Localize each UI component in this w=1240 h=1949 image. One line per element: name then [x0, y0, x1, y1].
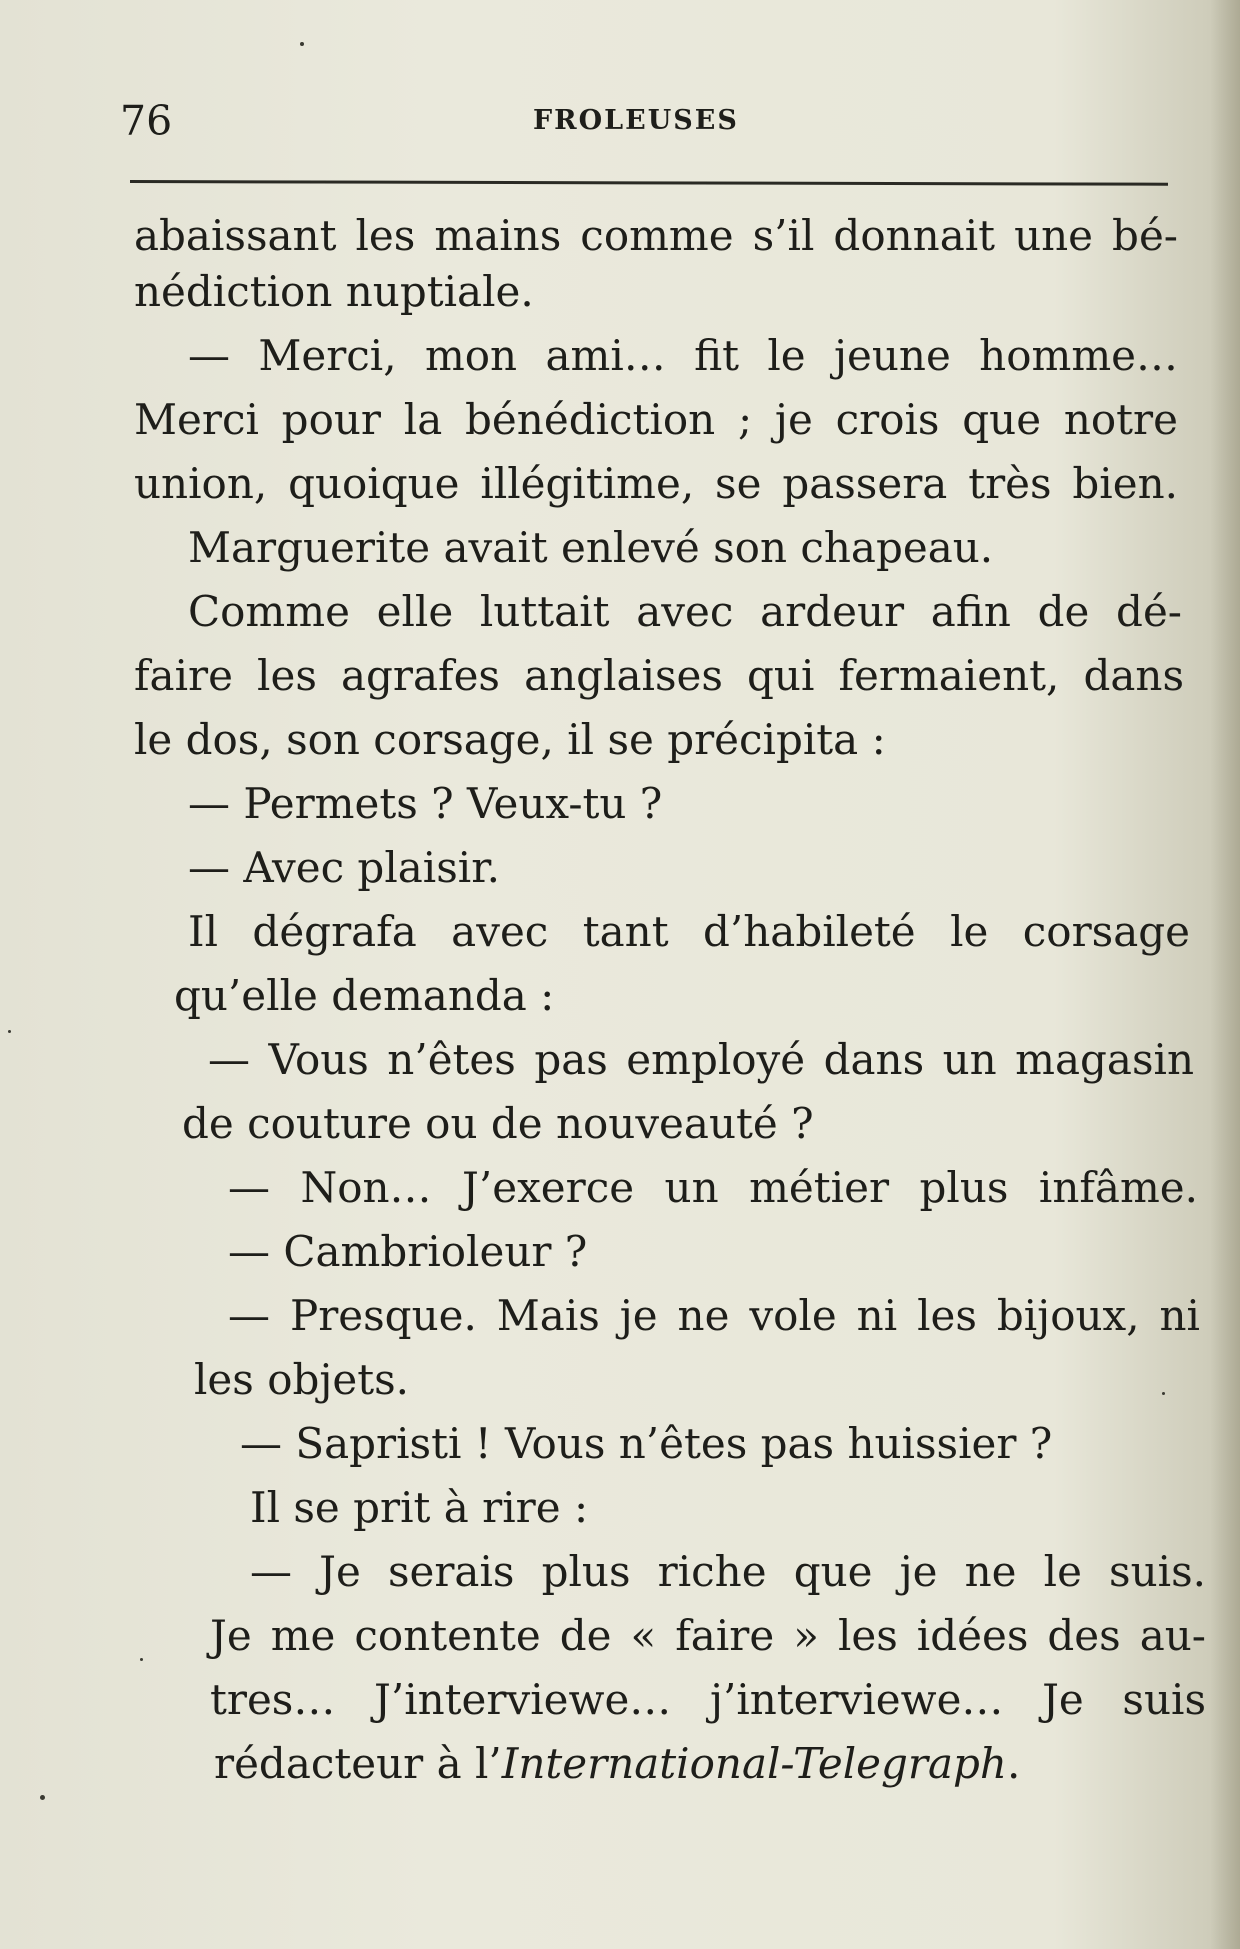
text-line: Je me contente de « faire » les idées des au-	[210, 1611, 1206, 1660]
paper-speck	[300, 42, 304, 46]
text-line-final	[214, 1736, 1020, 1792]
text-line: nédiction nuptiale.	[134, 267, 534, 316]
text-line: les objets.	[194, 1355, 410, 1404]
text-line: Comme elle luttait avec ardeur afin de dé-	[188, 587, 1182, 636]
paper-speck	[140, 1658, 143, 1661]
header-rule	[130, 180, 1168, 186]
text-line: Il se prit à rire :	[250, 1483, 589, 1532]
page-edge-shadow	[1210, 0, 1240, 1949]
text-line: — Permets ? Veux-tu ?	[188, 779, 663, 828]
text-line: de couture ou de nouveauté ?	[182, 1099, 814, 1148]
text-line: abaissant les mains comme s’il donnait une bé-	[134, 211, 1178, 260]
text-line: Marguerite avait enlevé son chapeau.	[188, 523, 994, 572]
text-line: — Avec plaisir.	[188, 843, 501, 892]
running-title: FROLEUSES	[533, 105, 739, 136]
paper-speck	[1162, 1392, 1165, 1395]
page-number: 76	[120, 97, 173, 145]
text-line: qu’elle demanda :	[174, 971, 555, 1020]
text-span: rédacteur à l’	[214, 1739, 502, 1788]
text-line: faire les agrafes anglaises qui fermaient, dans	[134, 651, 1184, 700]
text-line: — Cambrioleur ?	[228, 1227, 588, 1276]
text-line: — Je serais plus riche que je ne le suis.	[250, 1547, 1206, 1596]
paper-speck	[40, 1795, 45, 1800]
page-header	[120, 96, 1168, 146]
text-line: tres… J’interviewe… j’interviewe… Je suis	[210, 1675, 1206, 1724]
text-line: — Merci, mon ami… fit le jeune homme…	[188, 331, 1178, 380]
text-span: .	[1006, 1739, 1021, 1788]
text-line: Il dégrafa avec tant d’habileté le corsage	[188, 907, 1190, 956]
text-line: — Vous n’êtes pas employé dans un magasin	[208, 1035, 1194, 1084]
text-line: le dos, son corsage, il se précipita :	[134, 715, 886, 764]
text-line: — Sapristi ! Vous n’êtes pas huissier ?	[240, 1419, 1053, 1468]
text-line: Merci pour la bénédiction ; je crois que notre	[134, 395, 1178, 444]
italic-publication-name: International-Telegraph	[501, 1739, 1007, 1788]
text-line: union, quoique illégitime, se passera très bien.	[134, 459, 1178, 508]
paper-speck	[8, 1030, 11, 1033]
text-line: — Non… J’exerce un métier plus infâme.	[228, 1163, 1198, 1212]
text-line: — Presque. Mais je ne vole ni les bijoux, ni	[228, 1291, 1200, 1340]
